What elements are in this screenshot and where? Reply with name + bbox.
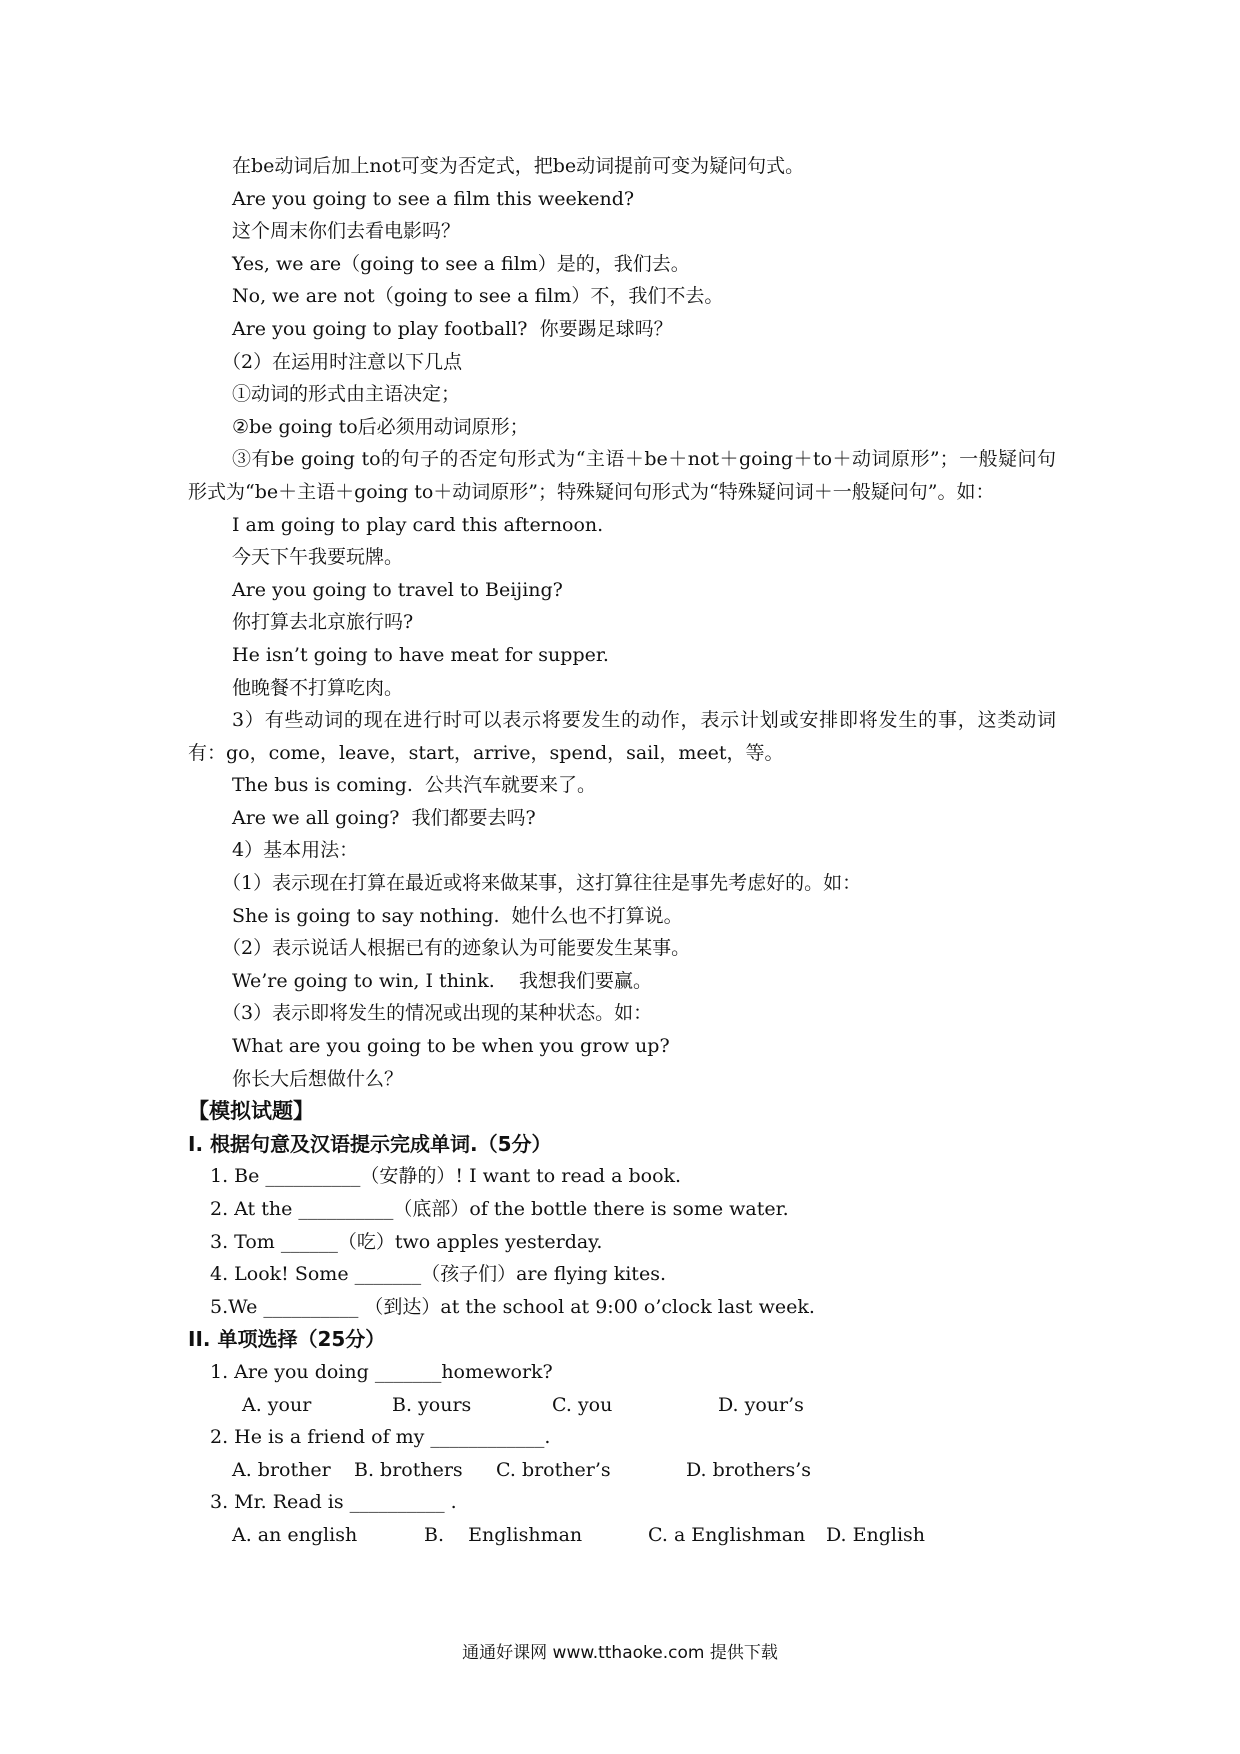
text-line: 你长大后想做什么？ <box>232 1067 404 1090</box>
text-line: 在be动词后加上not可变为否定式，把be动词提前可变为疑问句式。 <box>232 155 805 177</box>
options-row <box>188 1389 1056 1422</box>
text-paragraph: 3）有些动词的现在进行时可以表示将要发生的动作，表示计划或安排即将发生的事，这类动词有：go，come，leave，start，arrive，spend，sail，meet，等。 <box>188 709 1056 764</box>
question-item: 4. Look! Some _______（孩子们）are flying kites. <box>210 1263 666 1286</box>
text-line: Are you going to play football? 你要踢足球吗？ <box>232 317 673 340</box>
text-line: 这个周末你们去看电影吗？ <box>232 220 461 243</box>
option: D. English <box>826 1523 926 1546</box>
question-item: 3. Tom ______（吃）two apples yesterday. <box>210 1230 603 1253</box>
page-footer: 通通好课网 www.tthaoke.com 提供下载 <box>462 1643 778 1663</box>
options-row <box>188 1454 1056 1487</box>
question-item: 1. Are you doing _______homework? <box>210 1360 553 1383</box>
option: B. brothers <box>354 1458 463 1481</box>
section-title: 【模拟试题】 <box>188 1099 314 1124</box>
text-line: Yes, we are（going to see a film）是的，我们去。 <box>232 252 690 275</box>
option: A. an english <box>232 1523 358 1546</box>
options-row <box>188 1519 1056 1552</box>
text-line: No, we are not（going to see a film）不，我们不去。 <box>232 285 724 308</box>
option: D. your’s <box>718 1393 804 1416</box>
text-line: He isn’t going to have meat for supper. <box>232 643 609 666</box>
text-line: （1）表示现在打算在最近或将来做某事，这打算往往是事先考虑好的。如： <box>222 872 862 895</box>
question-item: 1. Be __________（安静的）! I want to read a book. <box>210 1165 682 1188</box>
option: D. brothers’s <box>686 1458 812 1481</box>
question-item: 5.We __________ （到达）at the school at 9:00 o’clock last week. <box>210 1295 815 1318</box>
text-line: Are we all going? 我们都要去吗? <box>232 806 536 829</box>
text-line: What are you going to be when you grow up? <box>232 1035 670 1058</box>
text-line: 他晚餐不打算吃肉。 <box>232 676 404 699</box>
text-line: We’re going to win, I think. 我想我们要赢。 <box>232 969 652 992</box>
text-line: I am going to play card this afternoon. <box>232 513 604 536</box>
part2-title: II. 单项选择（25分） <box>188 1327 386 1352</box>
text-line: Are you going to see a film this weekend? <box>232 187 635 210</box>
text-line: Are you going to travel to Beijing? <box>232 578 563 601</box>
text-line: ①动词的形式由主语决定； <box>232 383 461 406</box>
option: C. a Englishman <box>648 1523 806 1546</box>
option: C. brother’s <box>496 1458 611 1481</box>
option: A. your <box>242 1393 312 1416</box>
option: A. brother <box>232 1458 331 1481</box>
text-line: （2）表示说话人根据已有的迹象认为可能要发生某事。 <box>222 937 691 960</box>
question-item: 2. He is a friend of my ____________. <box>210 1426 551 1449</box>
text-line: She is going to say nothing. 她什么也不打算说。 <box>232 904 683 927</box>
text-line: （2）在运用时注意以下几点 <box>222 350 463 373</box>
option: C. you <box>552 1393 613 1416</box>
question-item: 2. At the __________（底部）of the bottle there is some water. <box>210 1198 789 1220</box>
text-line: （3）表示即将发生的情况或出现的某种状态。如： <box>222 1002 653 1025</box>
text-line: 4）基本用法： <box>232 839 359 862</box>
question-item: 3. Mr. Read is __________ . <box>210 1491 457 1514</box>
part1-title: I. 根据句意及汉语提示完成单词.（5分） <box>188 1131 552 1156</box>
text-line: The bus is coming. 公共汽车就要来了。 <box>232 774 596 797</box>
text-line: ②be going to后必须用动词原形； <box>232 415 529 438</box>
document-body <box>188 150 1056 1552</box>
text-line: 你打算去北京旅行吗? <box>232 611 414 634</box>
option: B. yours <box>392 1393 472 1416</box>
text-paragraph: ③有be going to的句子的否定句形式为“主语＋be＋not＋going＋to＋动词原形”；一般疑问句形式为“be＋主语＋going to＋动词原形”；特殊疑问句形式为“特殊疑问词＋一般疑问句”。如： <box>188 448 1056 503</box>
text-line: 今天下午我要玩牌。 <box>232 546 404 569</box>
option: B. Englishman <box>424 1523 583 1546</box>
